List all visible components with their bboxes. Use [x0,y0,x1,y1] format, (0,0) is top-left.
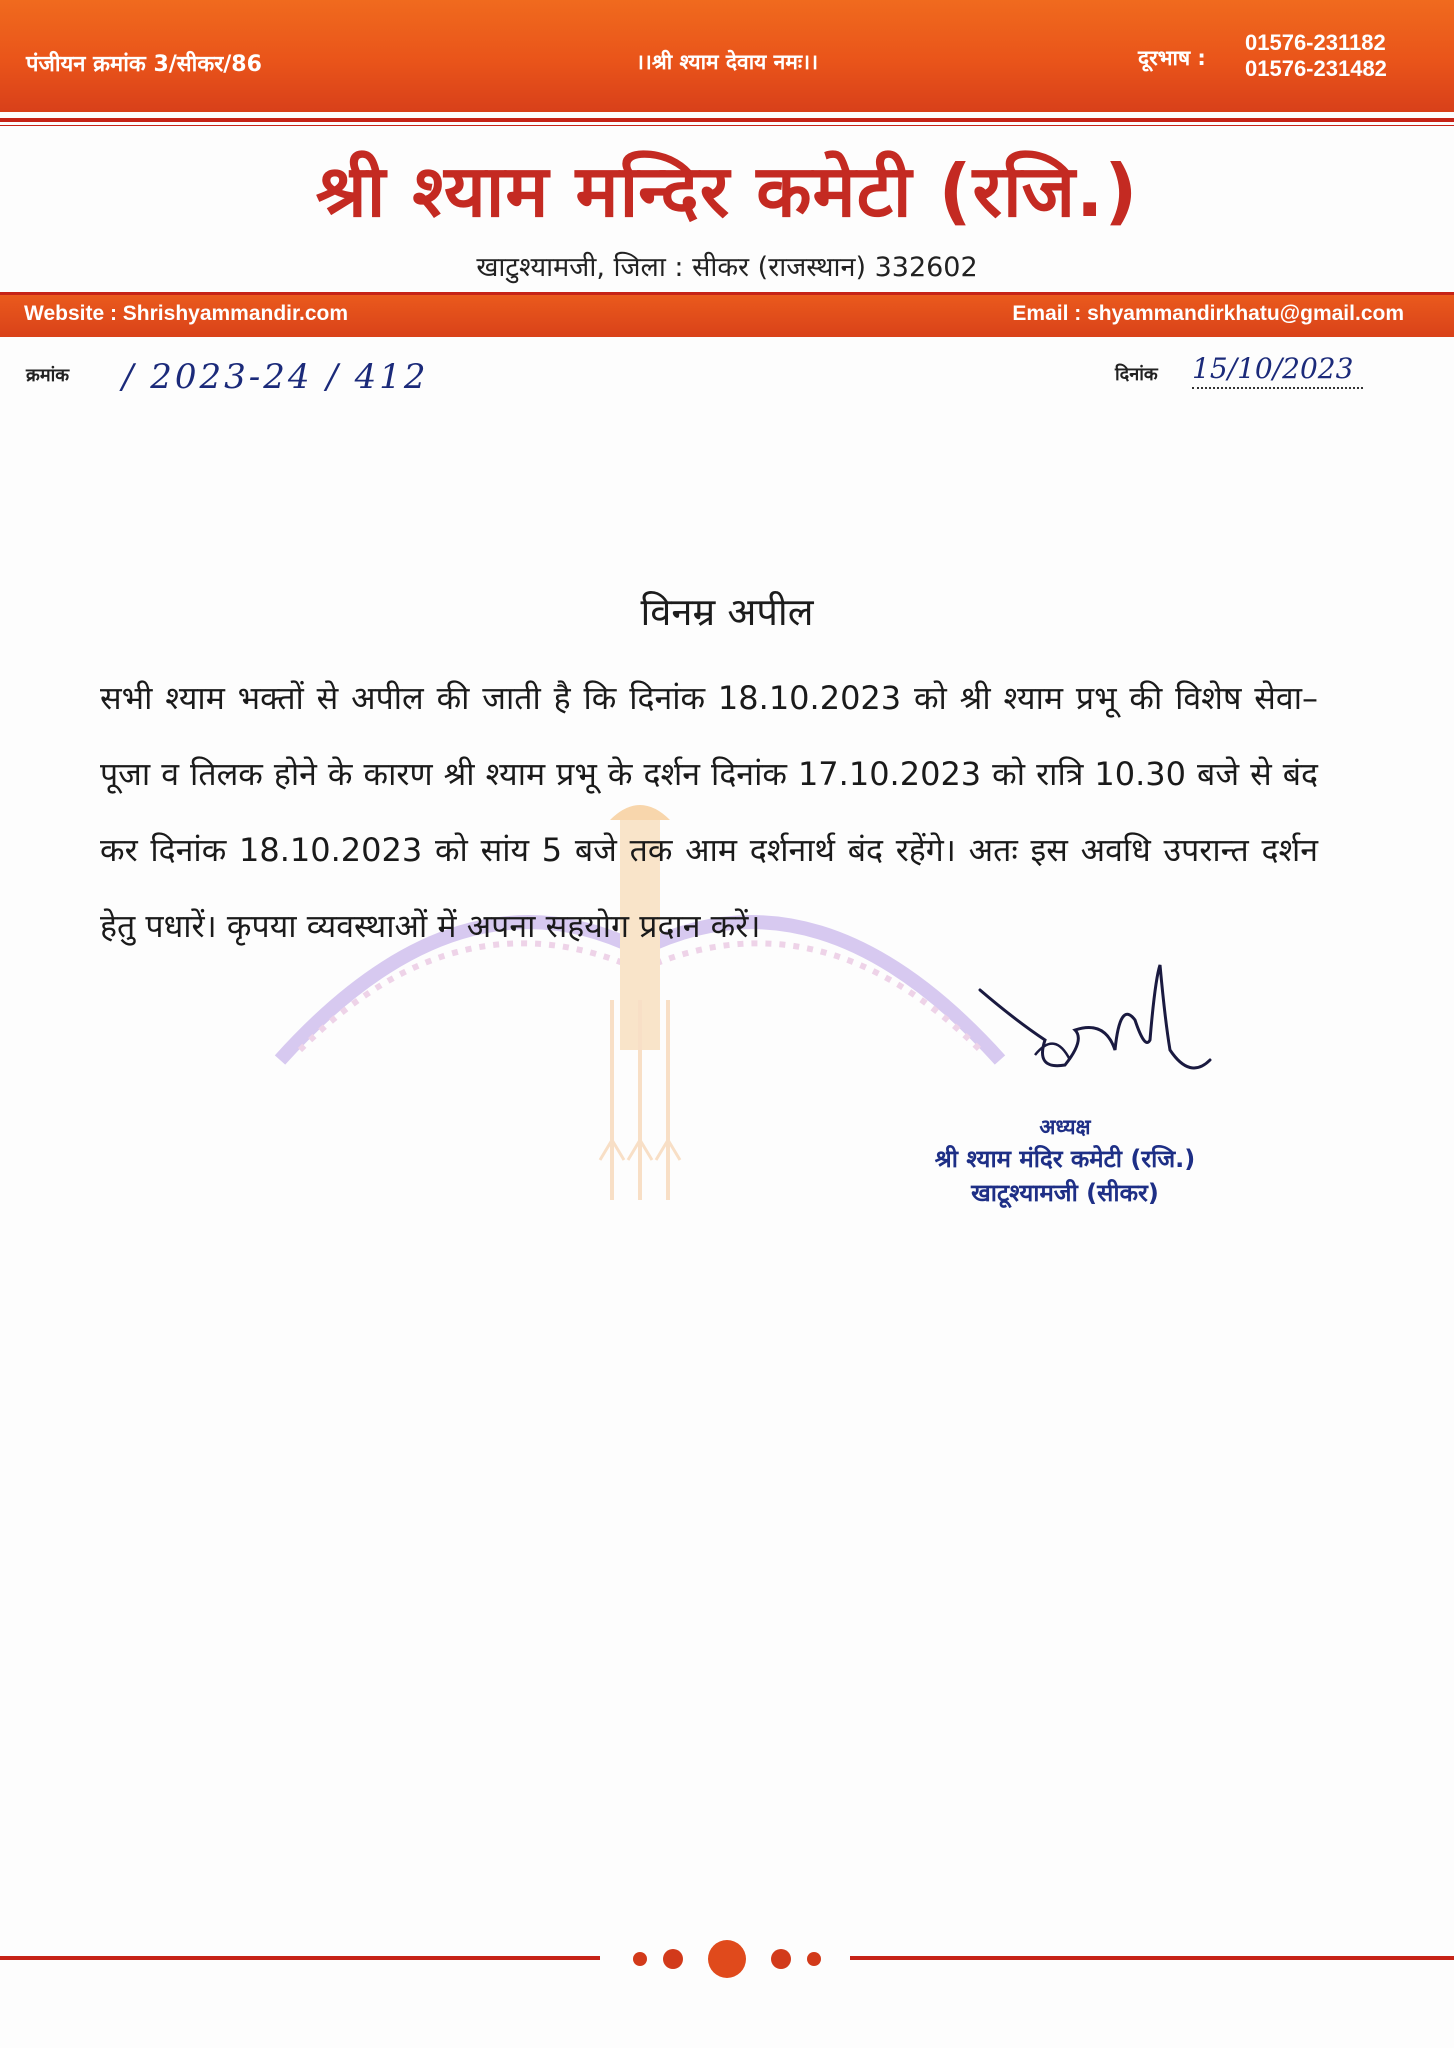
website-text: Website : Shrishyammandir.com [24,302,349,325]
phone-number-1: 01576-231182 [1245,30,1386,55]
organization-address: खाटुश्यामजी, जिला : सीकर (राजस्थान) 332602 [476,252,978,283]
letter-body: सभी श्याम भक्तों से अपील की जाती है कि दिनांक 18.10.2023 को श्री श्याम प्रभू की विशेष सेवा–पूजा व तिलक होने के कारण श्री श्याम प्रभू के दर्शन दिनांक 17.10.2023 को रात्रि 10.30 बजे से बंद कर दिनांक 18.10.2023 को सांय 5 बजे तक आम दर्शनार्थ बंद रहेंगे। अतः इस अवधि उपरान्त दर्शन हेतु पधारें। कृपया व्यवस्थाओं में अपना सहयोग प्रदान करें। [100,679,1318,945]
handwritten-signature [975,960,1215,1090]
email-text: Email : shyammandirkhatu@gmail.com [1012,302,1404,325]
signatory-place: खाटूश्यामजी (सीकर) [971,1179,1159,1207]
letter-heading: विनम्र अपील [640,590,814,634]
letterhead-top-band [0,0,1454,112]
header-divider-thin [0,125,1454,126]
contact-band [0,292,1454,337]
signatory-organization: श्री श्याम मंदिर कमेटी (रजि.) [934,1145,1196,1173]
reference-label: क्रमांक [26,365,70,386]
organization-name: श्री श्याम मन्दिर कमेटी (रजि.) [315,149,1139,233]
signatory-block [870,1112,1260,1210]
signatory-title: अध्यक्ष [1039,1115,1091,1139]
phone-numbers [1245,30,1387,82]
mantra-text: ।।श्री श्याम देवाय नमः।। [635,50,819,74]
reference-number-handwritten: / 2023-24 / 412 [122,357,429,397]
phone-number-2: 01576-231482 [1245,56,1387,81]
date-handwritten: 15/10/2023 [1192,352,1363,389]
date-label: दिनांक [1115,364,1158,385]
header-divider [0,118,1454,122]
footer-ornament [0,1940,1454,1980]
registration-number: पंजीयन क्रमांक 3/सीकर/86 [26,52,262,77]
phone-label: दूरभाष : [1138,46,1206,70]
